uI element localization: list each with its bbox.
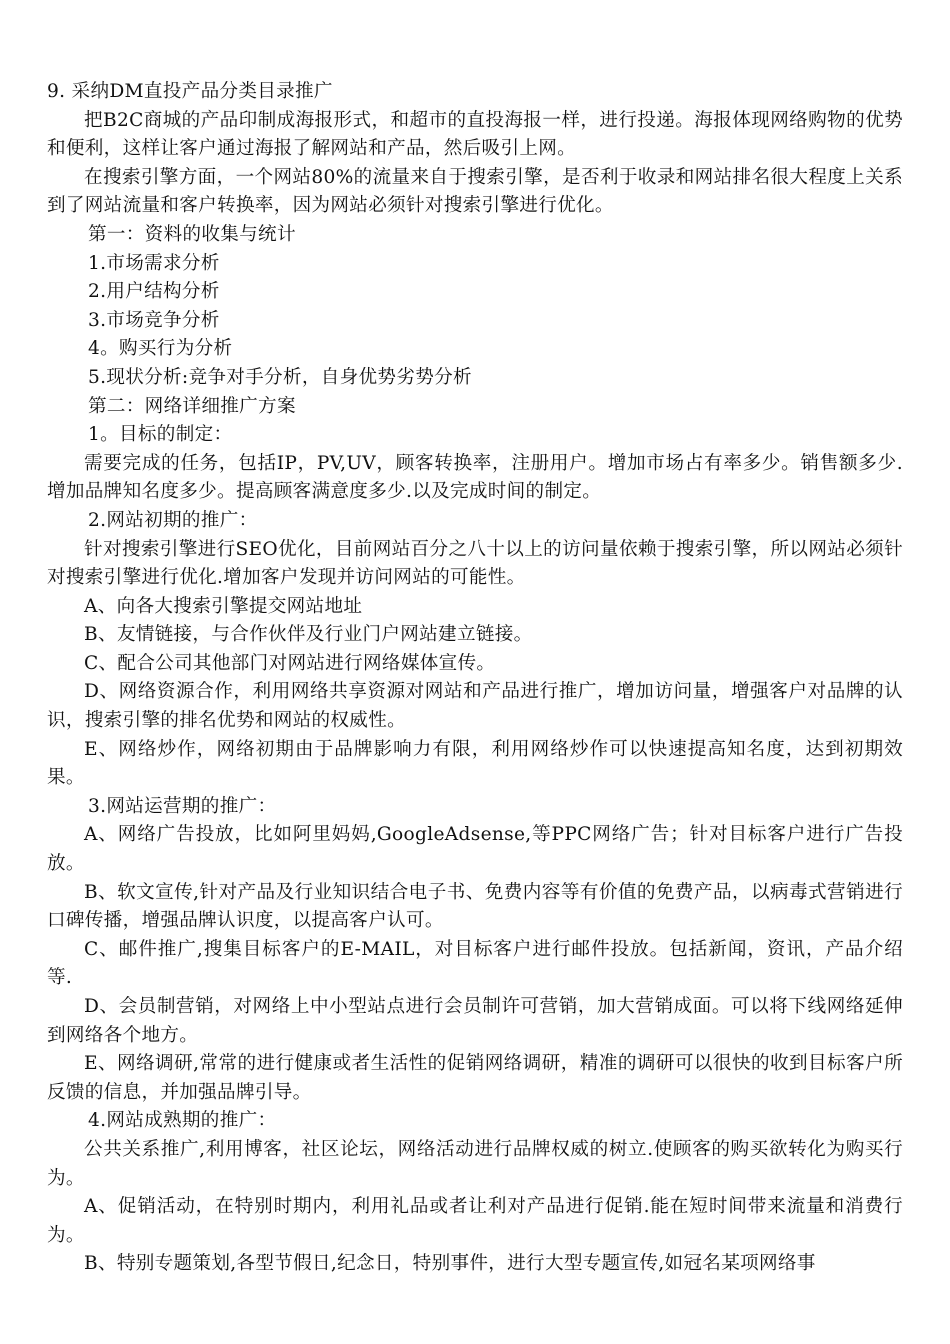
paragraph: A、促销活动，在特别时期内，利用礼品或者让利对产品进行促销.能在短时间带来流量和消费行为。 bbox=[47, 1196, 903, 1246]
list-item: 4。购买行为分析 bbox=[88, 338, 233, 360]
paragraph: B、特别专题策划,各型节假日,纪念日，特别事件，进行大型专题宣传,如冠名某项网络事 bbox=[84, 1253, 816, 1275]
list-item: 3.网站运营期的推广： bbox=[88, 795, 277, 817]
heading-9: 9. 采纳DM直投产品分类目录推广 bbox=[47, 81, 333, 102]
section-heading: 第二：网络详细推广方案 bbox=[88, 395, 296, 417]
paragraph: B、友情链接，与合作伙伴及行业门户网站建立链接。 bbox=[84, 624, 533, 646]
list-item: 4.网站成熟期的推广： bbox=[88, 1110, 277, 1132]
section-heading: 第一：资料的收集与统计 bbox=[88, 223, 296, 245]
list-item: 1.市场需求分析 bbox=[88, 252, 220, 274]
list-item: 3.市场竞争分析 bbox=[88, 309, 220, 331]
paragraph: D、网络资源合作，利用网络共享资源对网站和产品进行推广，增加访问量，增强客户对品牌的认识，搜索引擎的排名优势和网站的权威性。 bbox=[47, 681, 903, 732]
paragraph: A、网络广告投放，比如阿里妈妈,GoogleAdsense,等PPC网络广告；针对目标客户进行广告投放。 bbox=[47, 824, 903, 875]
list-item: 1。目标的制定： bbox=[88, 424, 233, 446]
paragraph: D、会员制营销，对网络上中小型站点进行会员制许可营销，加大营销成面。可以将下线网络延伸到网络各个地方。 bbox=[47, 996, 903, 1046]
paragraph: 把B2C商城的产品印制成海报形式，和超市的直投海报一样，进行投递。海报体现网络购物的优势和便利，这样让客户通过海报了解网站和产品，然后吸引上网。 bbox=[47, 109, 903, 160]
paragraph: C、配合公司其他部门对网站进行网络媒体宣传。 bbox=[84, 652, 496, 674]
paragraph: E、网络调研,常常的进行健康或者生活性的促销网络调研，精准的调研可以很快的收到目标客户所反馈的信息，并加强品牌引导。 bbox=[47, 1053, 903, 1103]
list-item: 2.用户结构分析 bbox=[88, 281, 220, 303]
paragraph: 公共关系推广,利用博客，社区论坛，网络活动进行品牌权威的树立.使顾客的购买欲转化为购买行为。 bbox=[47, 1138, 903, 1189]
document-body bbox=[47, 78, 903, 1279]
paragraph: E、网络炒作，网络初期由于品牌影响力有限，利用网络炒作可以快速提高知名度，达到初期效果。 bbox=[47, 738, 903, 789]
list-item: 5.现状分析:竞争对手分析，自身优势劣势分析 bbox=[88, 366, 472, 388]
paragraph: B、软文宣传,针对产品及行业知识结合电子书、免费内容等有价值的免费产品，以病毒式营销进行口碑传播，增强品牌认识度，以提高客户认可。 bbox=[47, 881, 903, 932]
paragraph: A、向各大搜索引擎提交网站地址 bbox=[84, 595, 363, 617]
paragraph: 在搜索引擎方面，一个网站80%的流量来自于搜索引擎，是否利于收录和网站排名很大程度上关系到了网站流量和客户转换率，因为网站必须针对搜索引擎进行优化。 bbox=[47, 166, 903, 217]
paragraph: 针对搜索引擎进行SEO优化，目前网站百分之八十以上的访问量依赖于搜索引擎，所以网站必须针对搜索引擎进行优化.增加客户发现并访问网站的可能性。 bbox=[47, 538, 903, 589]
list-item: 2.网站初期的推广： bbox=[88, 509, 258, 531]
paragraph: 需要完成的任务，包括IP，PV,UV，顾客转换率，注册用户。增加市场占有率多少。销售额多少.增加品牌知名度多少。提高顾客满意度多少.以及完成时间的制定。 bbox=[47, 452, 903, 503]
paragraph: C、邮件推广,搜集目标客户的E-MAIL，对目标客户进行邮件投放。包括新闻，资讯，产品介绍等. bbox=[47, 938, 903, 989]
